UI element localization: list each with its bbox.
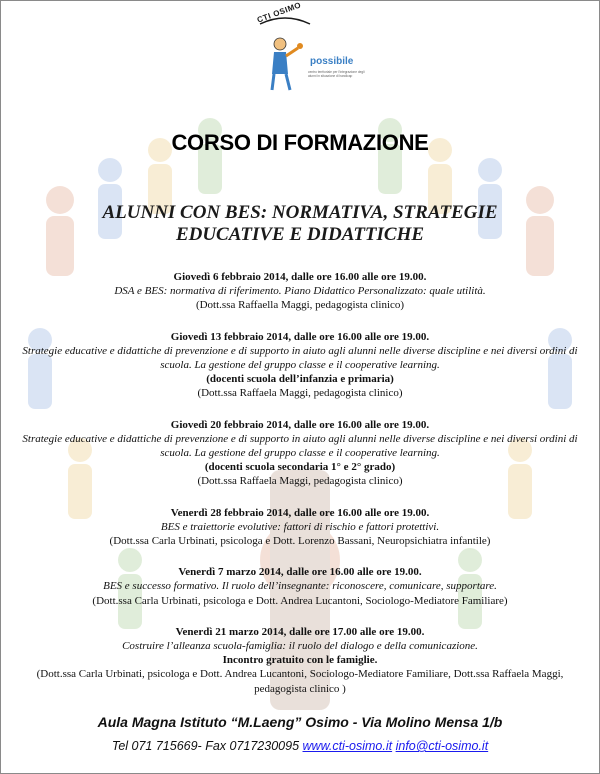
page-title: CORSO DI FORMAZIONE: [171, 130, 429, 155]
session-topic: Costruire l’alleanza scuola-famiglia: il ruolo del dialogo e della comunicazione.: [122, 640, 478, 653]
session-date: Giovedì 13 febbraio 2014, dalle ore 16.00 alle ore 19.00.: [170, 330, 430, 343]
session-topic: Strategie educative e didattiche di prevenzione e di supporto in aiuto agli alunni nelle diverse discipline e nei diversi ordini di scuola. La gestione del gruppo classe e il cooperative learning.: [22, 344, 578, 372]
session-speakers: (Dott.ssa Carla Urbinati, psicologa e Dott. Lorenzo Bassani, Neuropsichiatra infantile): [109, 535, 491, 548]
session-speakers: (Dott.ssa Raffaela Maggi, pedagogista clinico): [197, 475, 403, 488]
sessions-list: [10, 270, 590, 713]
phone-fax: Tel 071 715669- Fax 0717230095: [111, 739, 300, 753]
logo-subline: centro territoriale per l'integrazione degli alunni in situazione di handicap: [308, 70, 365, 78]
subtitle-line-1: ALUNNI CON BES: NORMATIVA, STRATEGIE: [102, 202, 498, 223]
session-item: [10, 418, 590, 489]
session-item: [10, 625, 590, 696]
session-audience: (docenti scuola secondaria 1° e 2° grado): [204, 461, 396, 474]
cti-osimo-logo: [250, 0, 365, 98]
session-date: Venerdì 28 febbraio 2014, dalle ore 16.00 alle ore 19.00.: [170, 506, 430, 519]
session-speakers: (Dott.ssa Carla Urbinati, psicologa e Dott. Andrea Lucantoni, Sociologo-Mediatore Familiare, Dott.ssa Raffaela Maggi, pedagogista clinico ): [36, 668, 564, 695]
session-speakers: (Dott.ssa Raffaella Maggi, pedagogista clinico): [195, 299, 405, 312]
logo-tagline: possibile: [310, 56, 354, 67]
session-item: [10, 270, 590, 313]
session-topic: BES e successo formativo. Il ruolo dell’insegnante: riconoscere, comunicare, supportare.: [103, 580, 497, 593]
session-date: Giovedì 20 febbraio 2014, dalle ore 16.00 alle ore 19.00.: [170, 418, 430, 431]
session-speakers: (Dott.ssa Carla Urbinati, psicologa e Dott. Andrea Lucantoni, Sociologo-Mediatore Familiare): [92, 594, 508, 607]
session-item: [10, 330, 590, 401]
session-speakers: (Dott.ssa Raffaela Maggi, pedagogista clinico): [197, 387, 403, 400]
session-date: Venerdì 7 marzo 2014, dalle ore 16.00 alle ore 19.00.: [178, 566, 422, 579]
session-audience: (docenti scuola dell’infanzia e primaria): [206, 373, 394, 386]
footer: [0, 714, 600, 755]
course-subtitle: [40, 202, 560, 246]
logo-org-name: CTI OSIMO: [255, 0, 303, 25]
session-topic: DSA e BES: normativa di riferimento. Piano Didattico Personalizzato: quale utilità.: [114, 285, 486, 298]
subtitle-line-2: EDUCATIVE E DIDATTICHE: [175, 224, 425, 245]
venue-address: Aula Magna Istituto “M.Laeng” Osimo - Via Molino Mensa 1/b: [97, 714, 503, 730]
session-note: Incontro gratuito con le famiglie.: [222, 654, 378, 667]
session-topic: Strategie educative e didattiche di prevenzione e di supporto in aiuto agli alunni nelle diverse discipline e nei diversi ordini di scuola. La gestione del gruppo classe e il cooperative learning.: [22, 432, 578, 460]
session-item: [10, 506, 590, 549]
logo-figure-icon: [250, 14, 320, 94]
session-date: Venerdì 21 marzo 2014, dalle ore 17.00 alle ore 19.00.: [175, 625, 425, 638]
contact-line: [112, 739, 488, 753]
session-date: Giovedì 6 febbraio 2014, dalle ore 16.00 alle ore 19.00.: [173, 271, 427, 283]
session-item: [10, 565, 590, 608]
website-link[interactable]: www.cti-osimo.it: [302, 739, 393, 753]
email-link[interactable]: info@cti-osimo.it: [395, 739, 489, 753]
session-topic: BES e traiettorie evolutive: fattori di rischio e fattori protettivi.: [160, 520, 440, 533]
